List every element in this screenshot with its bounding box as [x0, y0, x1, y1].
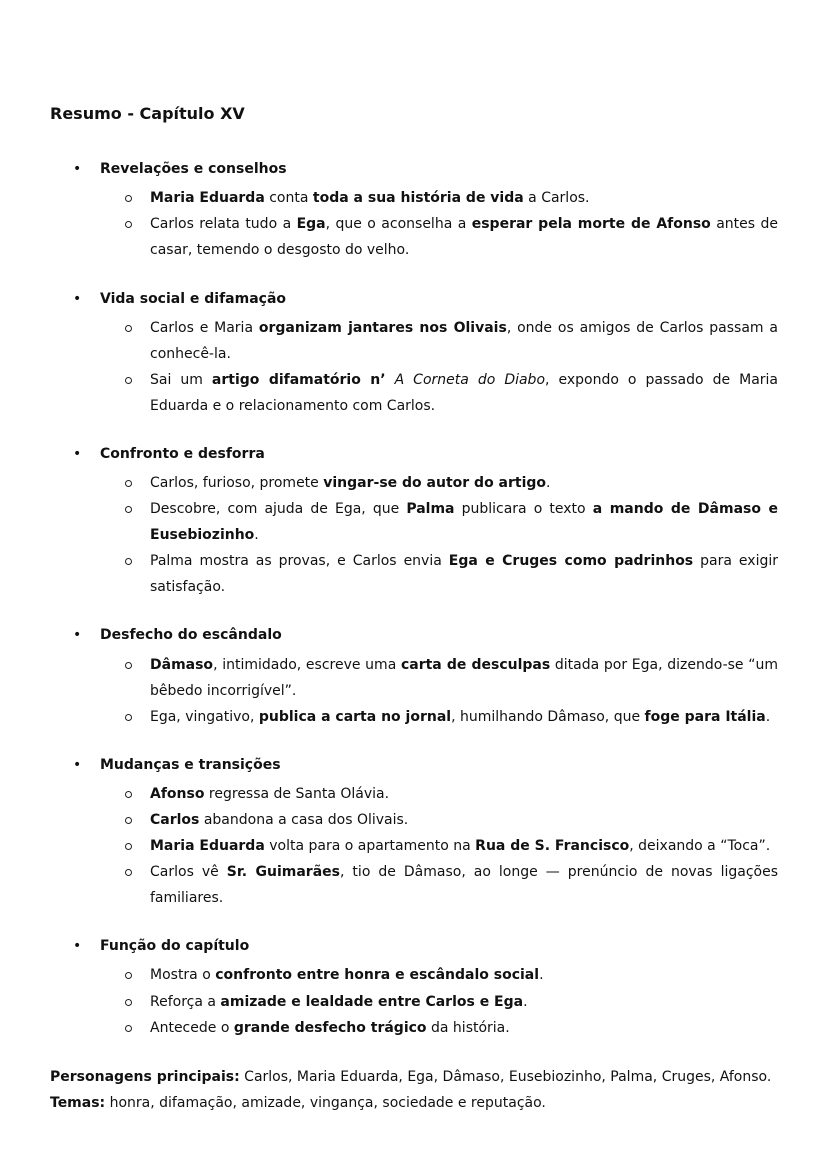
bold-text: Ega e Cruges como padrinhos: [448, 553, 694, 569]
plain-text: .: [765, 709, 771, 725]
circle-bullet-icon: [125, 558, 132, 565]
bullet-icon: •: [73, 627, 82, 643]
bold-text: grande desfecho trágico: [233, 1020, 427, 1036]
bold-text: Maria Eduarda: [150, 190, 265, 206]
bold-text: Afonso: [150, 786, 205, 802]
plain-text: conta: [264, 190, 313, 206]
bold-text: organizam jantares nos Olivais: [258, 320, 507, 336]
circle-bullet-icon: [125, 869, 132, 876]
list-item-text: [150, 781, 778, 807]
bullet-icon: •: [73, 446, 82, 462]
plain-text: ditada por Ega, dizendo-se “um bêbedo incorrigível”.: [150, 657, 778, 699]
characters-line: [50, 1064, 778, 1090]
bold-text: confronto entre honra e escândalo social: [215, 967, 540, 983]
plain-text: , que o aconselha a: [325, 216, 472, 232]
bullet-icon: •: [73, 938, 82, 954]
plain-text: volta para o apartamento na: [264, 838, 476, 854]
circle-bullet-icon: [125, 221, 132, 228]
plain-text: Sai um: [150, 372, 212, 388]
plain-text: .: [254, 527, 259, 543]
bold-text: toda a sua história de vida: [312, 190, 524, 206]
circle-bullet-icon: [125, 480, 132, 487]
circle-bullet-icon: [125, 1025, 132, 1032]
plain-text: , humilhando Dâmaso, que: [451, 709, 645, 725]
plain-text: antes de casar, temendo o desgosto do velho.: [150, 216, 778, 258]
themes-label: Temas:: [50, 1095, 106, 1111]
circle-bullet-icon: [125, 843, 132, 850]
plain-text: Reforça a: [150, 994, 221, 1010]
plain-text: , expondo o passado de Maria Eduarda e o relacionamento com Carlos.: [150, 372, 778, 414]
plain-text: .: [523, 994, 528, 1010]
plain-text: Carlos e Maria: [150, 320, 259, 336]
plain-text: .: [546, 475, 551, 491]
plain-text: , tio de Dâmaso, ao longe — prenúncio de novas ligações familiares.: [150, 864, 778, 906]
bold-text: esperar pela morte de Afonso: [471, 216, 711, 232]
circle-bullet-icon: [125, 714, 132, 721]
section-heading: Função do capítulo: [100, 938, 250, 954]
plain-text: Carlos, furioso, promete: [150, 475, 324, 491]
bold-text: Ega: [296, 216, 326, 232]
list-item-text: [150, 962, 778, 988]
bold-text: Rua de S. Francisco: [475, 838, 630, 854]
plain-text: Mostra o: [150, 967, 216, 983]
list-item-text: [150, 807, 778, 833]
circle-bullet-icon: [125, 506, 132, 513]
plain-text: da história.: [426, 1020, 510, 1036]
characters-label: Personagens principais:: [50, 1069, 240, 1085]
list-item-text: [150, 704, 778, 730]
list-item-text: [150, 1015, 778, 1041]
plain-text: a Carlos.: [523, 190, 590, 206]
circle-bullet-icon: [125, 791, 132, 798]
themes-line: [50, 1090, 778, 1116]
bold-text: Carlos: [150, 812, 200, 828]
page-title: Resumo - Capítulo XV: [50, 104, 245, 123]
plain-text: Carlos relata tudo a: [150, 216, 297, 232]
list-item-text: [150, 548, 778, 600]
plain-text: Descobre, com ajuda de Ega, que: [150, 501, 407, 517]
circle-bullet-icon: [125, 195, 132, 202]
section-heading: Mudanças e transições: [100, 757, 281, 773]
bold-text: amizade e lealdade entre Carlos e Ega: [220, 994, 524, 1010]
circle-bullet-icon: [125, 972, 132, 979]
plain-text: , deixando a “Toca”.: [629, 838, 771, 854]
section-heading: Confronto e desforra: [100, 446, 265, 462]
list-item-text: [150, 185, 778, 211]
circle-bullet-icon: [125, 662, 132, 669]
bullet-icon: •: [73, 291, 82, 307]
bold-text: vingar-se do autor do artigo: [323, 475, 547, 491]
plain-text: Ega, vingativo,: [150, 709, 259, 725]
plain-text: publicara o texto: [454, 501, 593, 517]
list-item-text: [150, 496, 778, 548]
bold-text: Maria Eduarda: [150, 838, 265, 854]
bold-text: a mando de Dâmaso e Eusebiozinho: [150, 501, 778, 543]
bold-text: Dâmaso: [150, 657, 214, 673]
list-item-text: [150, 859, 778, 911]
plain-text: Palma mostra as provas, e Carlos envia: [150, 553, 449, 569]
list-item-text: [150, 211, 778, 263]
plain-text: Carlos vê: [150, 864, 227, 880]
bold-text: carta de desculpas: [400, 657, 551, 673]
bullet-icon: •: [73, 757, 82, 773]
themes-value: honra, difamação, amizade, vingança, sociedade e reputação.: [105, 1095, 546, 1111]
circle-bullet-icon: [125, 817, 132, 824]
bold-text: Palma: [406, 501, 455, 517]
list-item-text: [150, 989, 778, 1015]
circle-bullet-icon: [125, 377, 132, 384]
plain-text: , intimidado, escreve uma: [213, 657, 401, 673]
bold-text: foge para Itália: [644, 709, 766, 725]
bullet-icon: •: [73, 161, 82, 177]
list-item-text: [150, 470, 778, 496]
plain-text: regressa de Santa Olávia.: [204, 786, 390, 802]
plain-text: , onde os amigos de Carlos passam a conhecê-la.: [150, 320, 778, 362]
bold-text: publica a carta no jornal: [258, 709, 452, 725]
bold-text: artigo difamatório n’: [211, 372, 386, 388]
plain-text: Antecede o: [150, 1020, 234, 1036]
list-item-text: [150, 367, 778, 419]
list-item-text: [150, 652, 778, 704]
section-heading: Vida social e difamação: [100, 291, 287, 307]
section-heading: Desfecho do escândalo: [100, 627, 282, 643]
italic-text: A Corneta do Diabo: [394, 372, 546, 388]
list-item-text: [150, 315, 778, 367]
list-item-text: [150, 833, 778, 859]
bold-text: Sr. Guimarães: [226, 864, 340, 880]
plain-text: para exigir satisfação.: [150, 553, 778, 595]
plain-text: abandona a casa dos Olivais.: [199, 812, 409, 828]
plain-text: .: [539, 967, 544, 983]
plain-text: [386, 372, 395, 388]
circle-bullet-icon: [125, 325, 132, 332]
characters-value: Carlos, Maria Eduarda, Ega, Dâmaso, Eusebiozinho, Palma, Cruges, Afonso.: [239, 1069, 772, 1085]
circle-bullet-icon: [125, 999, 132, 1006]
section-heading: Revelações e conselhos: [100, 161, 287, 177]
